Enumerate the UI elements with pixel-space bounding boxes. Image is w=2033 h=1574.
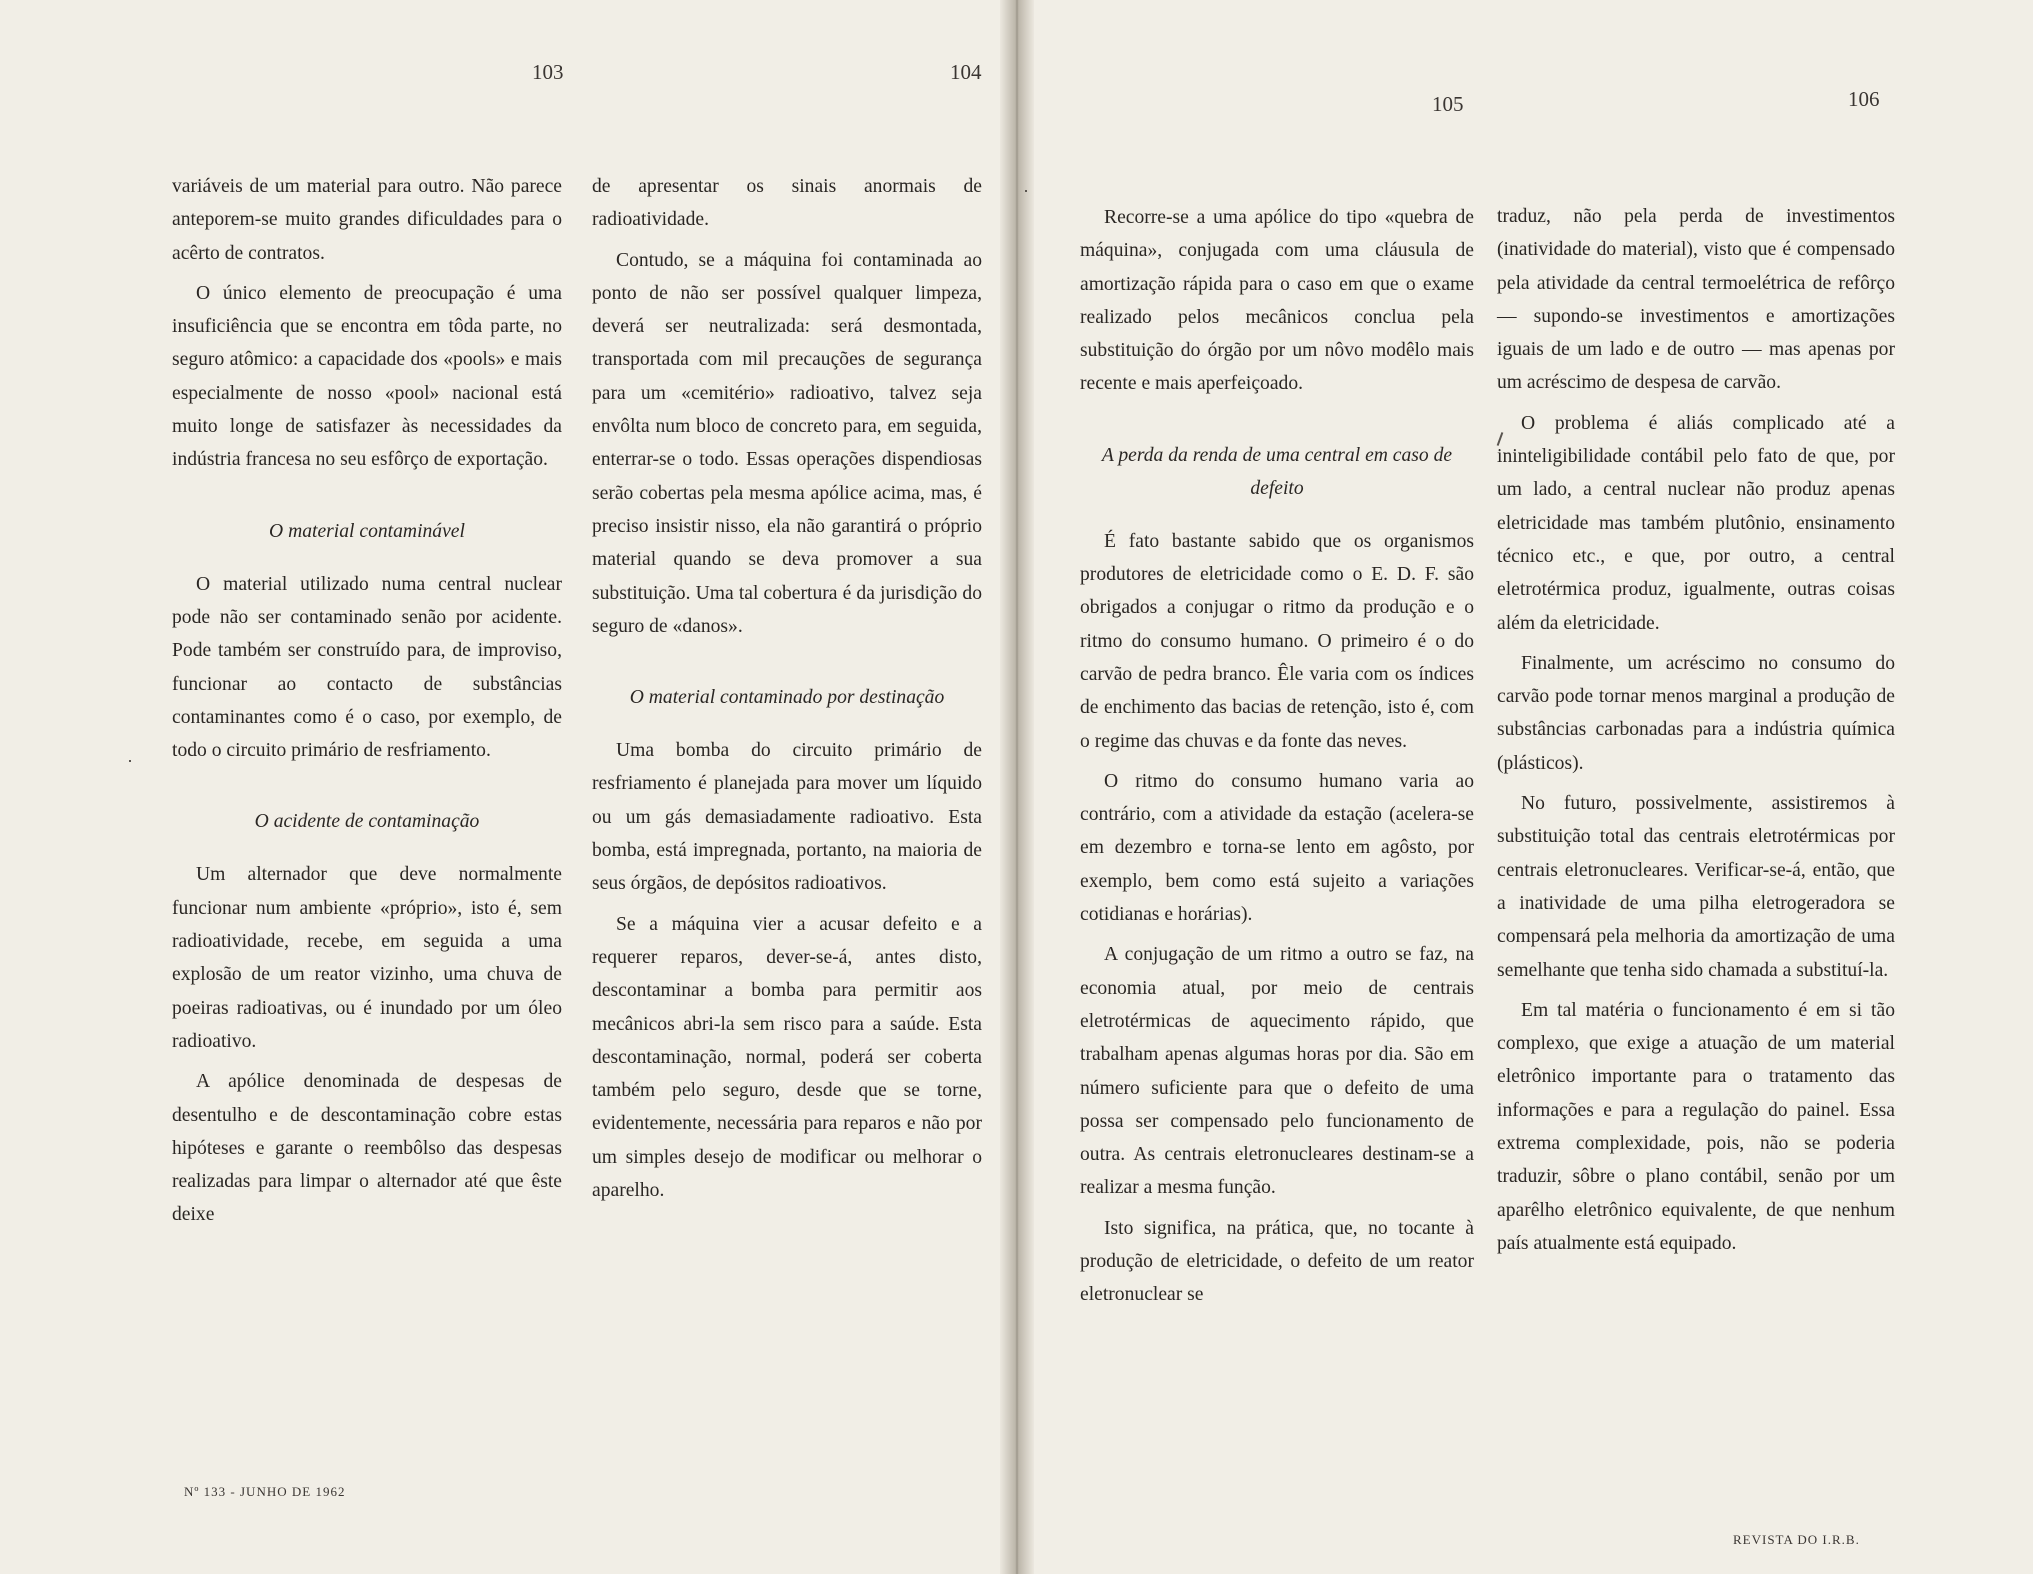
section-heading: O material contaminado por destinação [629, 687, 945, 709]
paragraph: Recorre-se a uma apólice do tipo «quebra de máquina», conjugada com uma cláusula de amortização rápida para o caso em que o exame realizado pelos mecânicos conclua pela substituição do órgão por um nôvo modêlo mais recente e mais aperfeiçoado. [1080, 207, 1474, 395]
paragraph: A conjugação de um ritmo a outro se faz, na economia atual, por meio de centrais eletrotérmicas de aquecimento rápido, que trabalham apenas algumas horas por dia. São em número suficiente para que o defeito de uma possa ser compensado pelo funcionamento de outra. As centrais eletronucleares destinam-se a realizar a mesma função. [1080, 944, 1474, 1199]
paragraph: Uma bomba do circuito primário de resfriamento é planejada para mover um líquido ou um gás demasiadamente radioativo. Esta bomba, está impregnada, portanto, na maioria de seus órgãos, de depósitos radioativos. [592, 740, 982, 895]
paragraph: variáveis de um material para outro. Não parece anteporem-se muito grandes dificuldades para o acêrto de contratos. [172, 176, 562, 264]
footer-issue: Nº 133 - JUNHO DE 1962 [184, 1484, 346, 1499]
section-heading: A perda da renda de uma central em caso de defeito [1101, 444, 1453, 499]
column-page-103 [172, 170, 562, 1239]
column-page-106 [1497, 200, 1895, 1267]
paragraph: O único elemento de preocupação é uma insuficiência que se encontra em tôda parte, no seguro atômico: a capacidade dos «pools» e mais especialmente de nosso «pool» nacional está muito longe de satisfazer às necessidades da indústria francesa no seu esfôrço de exportação. [172, 282, 562, 471]
paragraph: Um alternador que deve normalmente funcionar num ambiente «próprio», isto é, sem radioatividade, recebe, em seguida a uma explosão de um reator vizinho, uma chuva de poeiras radioativas, ou é inundado por um óleo radioativo. [172, 864, 562, 1052]
page-number-104: 104 [950, 60, 982, 84]
paragraph: Contudo, se a máquina foi contaminada ao ponto de não ser possível qualquer limpeza, deverá ser neutralizada: será desmontada, transportada com mil precauções de segurança para um «cemitério» radioativo, talvez seja envôlta num bloco de concreto para, em seguida, enterrar-se o todo. Essas operações dispendiosas serão cobertas pela mesma apólice acima, mas, é preciso insistir nisso, ela não garantirá o próprio material quando se deva promover a sua substituição. Uma tal cobertura é da jurisdição do seguro de «danos». [592, 249, 982, 637]
speck [129, 760, 131, 762]
paragraph: Se a máquina vier a acusar defeito e a requerer reparos, dever-se-á, antes disto, descontaminar a bomba para permitir aos mecânicos abri-la sem risco para a saúde. Esta descontaminação, normal, poderá ser coberta também pelo seguro, desde que se torne, evidentemente, necessária para reparos e não por um simples desejo de modificar ou melhorar o aparelho. [592, 913, 982, 1202]
paragraph: No futuro, possivelmente, assistiremos à substituição total das centrais eletrotérmicas por centrais eletronucleares. Verificar-se-á, então, que a inatividade de uma pilha eletrogeradora se compensará pela melhoria da amortização de uma semelhante que tenha sido chamada a substituí-la. [1497, 793, 1895, 981]
footer-journal: REVISTA DO I.R.B. [1733, 1532, 1860, 1547]
paragraph: de apresentar os sinais anormais de radioatividade. [592, 176, 982, 231]
paragraph: Em tal matéria o funcionamento é em si tão complexo, que exige a atuação de um material eletrônico importante para o tratamento das informações e para a regulação do painel. Essa extrema complexidade, pois, não se poderia traduzir, sôbre o plano contábil, senão por um aparêlho eletrônico equivalente, de que nenhum país atualmente está equipado. [1497, 999, 1895, 1254]
paragraph: Isto significa, na prática, que, no tocante à produção de eletricidade, o defeito de um reator eletronuclear se [1080, 1217, 1474, 1306]
section-heading: O material contaminável [269, 520, 465, 542]
column-page-104 [592, 170, 982, 1214]
column-page-105 [1080, 201, 1474, 1319]
paragraph: Finalmente, um acréscimo no consumo do carvão pode tornar menos marginal a produção de substâncias carbonadas para a indústria química (plásticos). [1497, 652, 1895, 774]
speck [1025, 190, 1027, 192]
paragraph: A apólice denominada de despesas de desentulho e de descontaminação cobre estas hipóteses e garante o reembôlso das despesas realizadas para limpar o alternador até que êste deixe [172, 1071, 562, 1226]
page-number-103: 103 [532, 60, 564, 84]
paragraph: traduz, não pela perda de investimentos (inatividade do material), visto que é compensado pela atividade da central termoelétrica de refôrço — supondo-se investimentos e amortizações iguais de um lado e de outro — mas apenas por um acréscimo de despesa de carvão. [1497, 206, 1895, 394]
book-gutter [1000, 0, 1034, 1574]
page-number-106: 106 [1848, 87, 1880, 111]
paragraph: O ritmo do consumo humano varia ao contrário, com a atividade da estação (acelera-se em dezembro e torna-se lento em agôsto, por exemplo, bem como está sujeito a variações cotidianas e horárias). [1080, 770, 1474, 926]
paragraph: O material utilizado numa central nuclear pode não ser contaminado senão por acidente. Pode também ser construído para, de improviso, funcionar ao contacto de substâncias contaminantes como é o caso, por exemplo, de todo o circuito primário de resfriamento. [172, 573, 562, 762]
paragraph: O problema é aliás complicado até a ininteligibilidade contábil pelo fato de que, por um lado, a central nuclear não produz apenas eletricidade mas também plutônio, ensinamento técnico etc., e que, por outro, a central eletrotérmica produz, igualmente, outras coisas além da eletricidade. [1497, 412, 1895, 634]
page-number-105: 105 [1432, 92, 1464, 116]
paragraph: É fato bastante sabido que os organismos produtores de eletricidade como o E. D. F. são obrigados a conjugar o ritmo da produção e o ritmo do consumo humano. O primeiro é o do carvão de pedra branco. Êle varia com os índices de enchimento das bacias de retenção, isto é, com o regime das chuvas e da fonte das neves. [1080, 530, 1474, 752]
section-heading: O acidente de contaminação [254, 811, 480, 833]
